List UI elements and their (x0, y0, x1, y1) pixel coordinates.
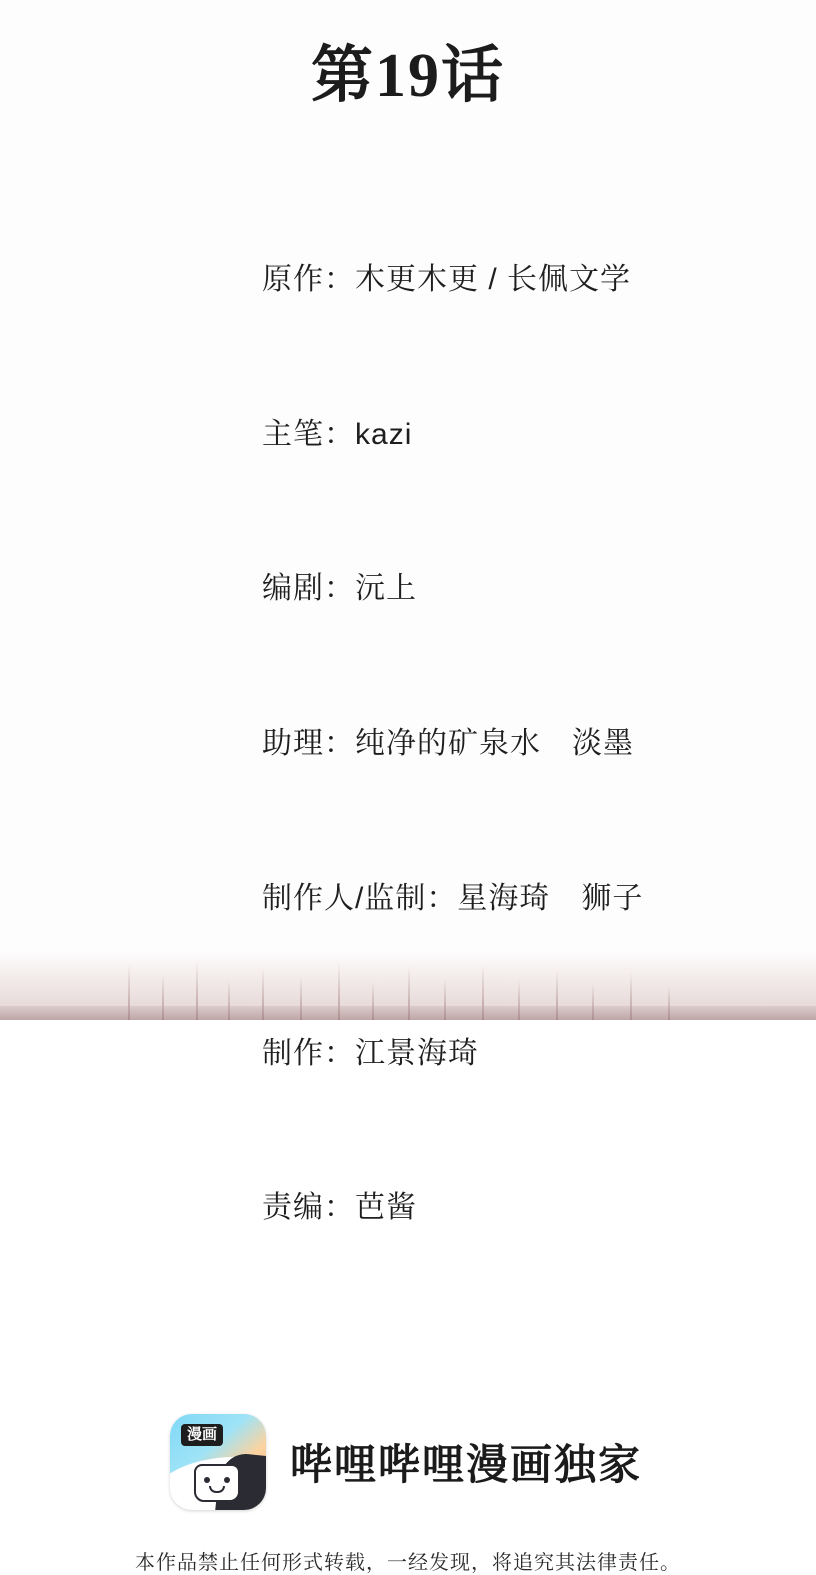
chapter-title: 第19话 (310, 42, 505, 110)
mascot-eye-left (204, 1477, 210, 1483)
credit-label: 责编： (262, 1191, 356, 1225)
brand-name: 哔哩哔哩漫画独家 (290, 1440, 643, 1488)
credit-row (206, 357, 816, 512)
mascot-eye-right (224, 1477, 230, 1483)
copyright-notice: 本作品禁止任何形式转载，一经发现，将追究其法律责任。 (135, 1551, 681, 1574)
credits-list (0, 202, 816, 1285)
bottom-floor-shade (0, 1006, 816, 1020)
credit-row (206, 512, 816, 667)
credit-row (206, 1131, 816, 1286)
credit-label: 编剧： (262, 572, 356, 606)
credit-row (206, 667, 816, 822)
credit-label: 制作人/监制： (262, 881, 458, 915)
mascot-mouth (209, 1486, 225, 1493)
credit-label: 制作： (262, 1036, 356, 1070)
credit-value: 芭酱 (355, 1191, 418, 1225)
credit-value: 江景海琦 (355, 1036, 480, 1070)
credit-label: 助理： (262, 727, 356, 761)
credit-value: 木更木更 / 长佩文学 (355, 262, 632, 296)
logo-badge-label: 漫画 (181, 1424, 223, 1447)
credit-value: 纯净的矿泉水 淡墨 (355, 727, 635, 761)
credit-row (206, 202, 816, 357)
credit-value: 星海琦 狮子 (457, 881, 644, 915)
credit-value: kazi (355, 417, 413, 451)
bottom-decorative-strip (0, 948, 816, 1020)
credit-label: 原作： (262, 262, 356, 296)
credit-label: 主笔： (262, 417, 356, 451)
bilibili-manga-logo-icon (170, 1414, 266, 1510)
logo-mascot-icon (194, 1464, 240, 1502)
brand-row (0, 1414, 816, 1510)
credit-value: 沅上 (355, 572, 418, 606)
